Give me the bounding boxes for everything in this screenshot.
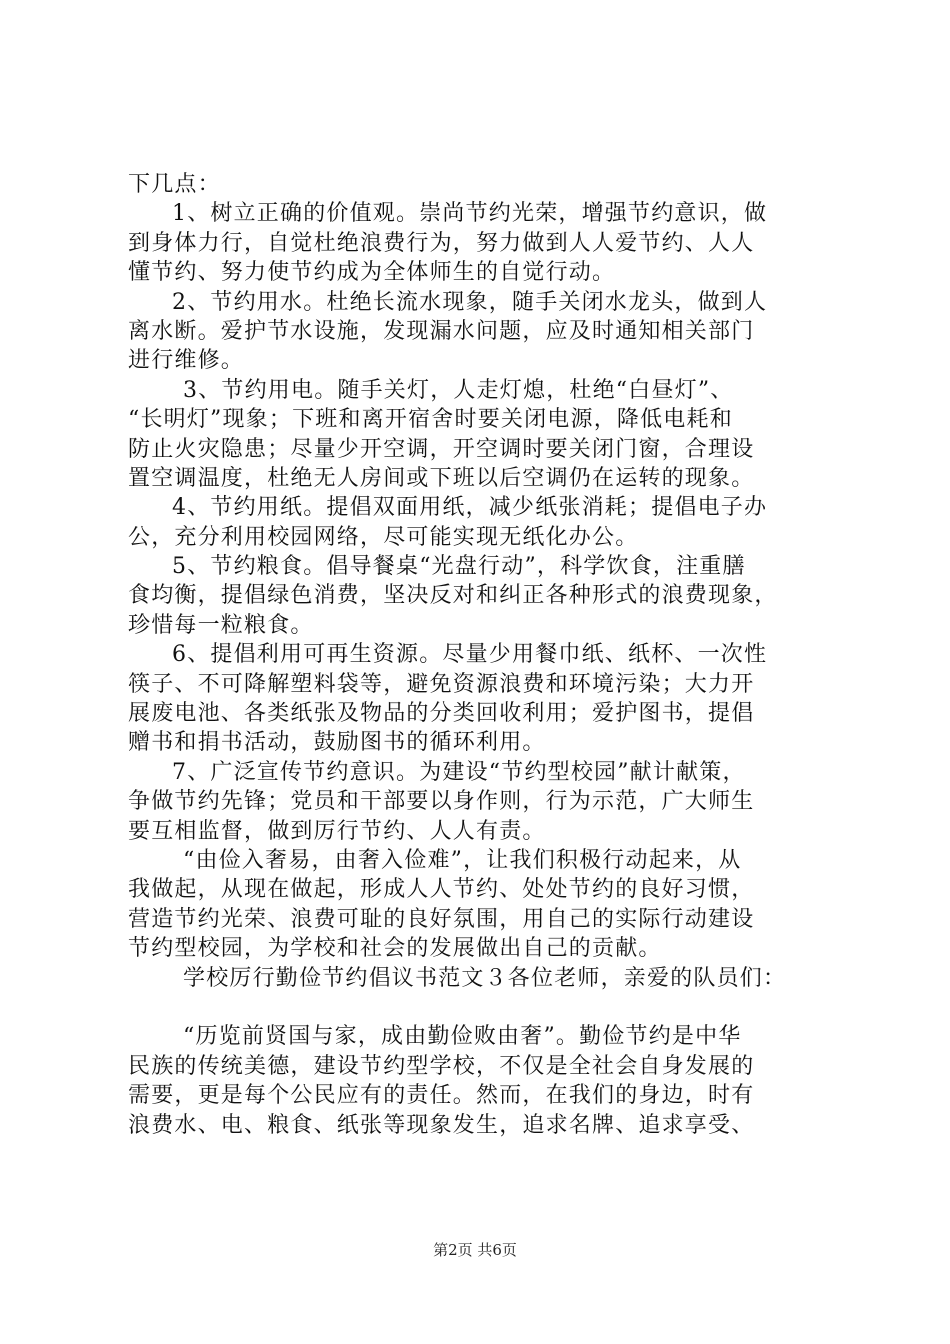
document-body xyxy=(128,170,828,1140)
text-line: 离水断。爱护节水设施，发现漏水问题，应及时通知相关部门 xyxy=(128,318,755,344)
text-line: 浪费水、电、粮食、纸张等现象发生，追求名牌、追求享受、 xyxy=(128,1112,755,1138)
text-line: 公，充分利用校园网络，尽可能实现无纸化办公。 xyxy=(128,524,639,550)
text-line: 节约型校园，为学校和社会的发展做出自己的贡献。 xyxy=(128,936,662,962)
text-line: 争做节约先锋；党员和干部要以身作则，行为示范，广大师生 xyxy=(128,789,755,815)
text-line: 7、广泛宣传节约意识。为建设“节约型校园”献计献策， xyxy=(172,759,746,785)
text-line: 1、树立正确的价值观。崇尚节约光荣，增强节约意识，做 xyxy=(172,201,768,227)
text-line: “由俭入奢易，由奢入俭难”，让我们积极行动起来，从 xyxy=(183,847,742,873)
text-line: 民族的传统美德，建设节约型学校，不仅是全社会自身发展的 xyxy=(128,1053,755,1079)
text-line: 下几点： xyxy=(128,172,221,197)
text-line: 2、节约用水。杜绝长流水现象，随手关闭水龙头，做到人 xyxy=(172,289,768,315)
text-line: 食均衡，提倡绿色消费，坚决反对和纠正各种形式的浪费现象， xyxy=(128,583,778,609)
text-line: 懂节约、努力使节约成为全体师生的自觉行动。 xyxy=(128,260,616,286)
text-line: 进行维修。 xyxy=(128,348,245,374)
text-line: “历览前贤国与家，成由勤俭败由奢”。勤俭节约是中华 xyxy=(183,1024,742,1050)
text-line: 筷子、不可降解塑料袋等，避免资源浪费和环境污染；大力开 xyxy=(128,671,755,697)
text-line: 防止火灾隐患；尽量少开空调，开空调时要关闭门窗，合理设 xyxy=(128,436,755,462)
text-line: 需要，更是每个公民应有的责任。然而，在我们的身边，时有 xyxy=(128,1083,755,1109)
text-line: 展废电池、各类纸张及物品的分类回收利用；爱护图书，提倡 xyxy=(128,701,755,727)
text-line: 置空调温度，杜绝无人房间或下班以后空调仍在运转的现象。 xyxy=(128,465,755,491)
text-line: 珍惜每一粒粮食。 xyxy=(128,612,314,638)
text-line: 我做起，从现在做起，形成人人节约、处处节约的良好习惯， xyxy=(128,877,755,903)
text-line: 6、提倡利用可再生资源。尽量少用餐巾纸、纸杯、一次性 xyxy=(172,642,768,668)
text-line: 学校厉行勤俭节约倡议书范文３各位老师，亲爱的队员们： xyxy=(183,965,787,991)
blank-line xyxy=(128,993,828,1022)
text-line: 3、节约用电。随手关灯，人走灯熄，杜绝“白昼灯”、 xyxy=(183,377,734,403)
text-line: 到身体力行，自觉杜绝浪费行为，努力做到人人爱节约、人人 xyxy=(128,230,755,256)
text-line: 4、节约用纸。提倡双面用纸，减少纸张消耗；提倡电子办 xyxy=(172,495,768,521)
text-line: 赠书和捐书活动，鼓励图书的循环利用。 xyxy=(128,730,546,756)
page-number-footer: 第2页 共6页 xyxy=(433,1241,517,1259)
text-line: “长明灯”现象；下班和离开宿舍时要关闭电源，降低电耗和 xyxy=(128,407,733,433)
text-line: 5、节约粮食。倡导餐桌“光盘行动”，科学饮食，注重膳 xyxy=(172,554,746,580)
text-line: 要互相监督，做到厉行节约、人人有责。 xyxy=(128,818,546,844)
text-line: 营造节约光荣、浪费可耻的良好氛围，用自己的实际行动建设 xyxy=(128,906,755,932)
